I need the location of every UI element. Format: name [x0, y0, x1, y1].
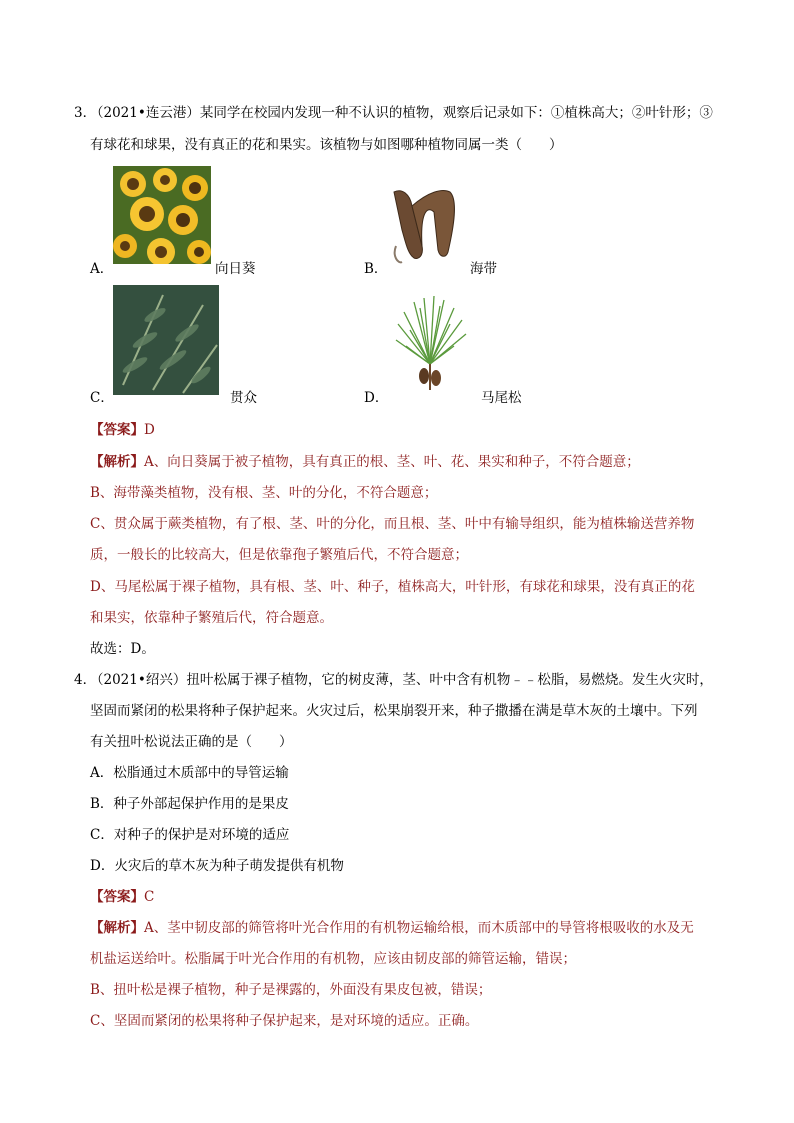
fern-image [113, 285, 219, 395]
q3-conclusion: 故选：D。 [90, 641, 155, 657]
q3-option-a-letter: A． [90, 261, 114, 277]
q3-analysis-line1 [90, 450, 640, 470]
q3-stem-line1: （2021•连云港）某同学在校园内发现一种不认识的植物，观察后记录如下：①植株高大；②叶针形；③ [90, 105, 713, 121]
q4-analysis-line4: C、坚固而紧闭的松果将种子保护起来，是对环境的适应。正确。 [90, 1013, 479, 1029]
q4-stem-line3: 有关扭叶松说法正确的是（ ） [90, 734, 293, 750]
q4-analysis-text: A、茎中韧皮部的筛管将叶光合作用的有机物运输给根，而木质部中的导管将根吸收的水及无 [144, 920, 694, 936]
q4-analysis-line1 [90, 916, 694, 936]
kelp-image [388, 186, 468, 266]
q3-option-c-name: 贯众 [230, 390, 257, 406]
question-number-3: 3． [74, 105, 97, 121]
q3-analysis-text: A、向日葵属于被子植物，具有真正的根、茎、叶、花、果实和种子，不符合题意； [144, 454, 640, 470]
q3-analysis-line6: 和果实，依靠种子繁殖后代，符合题意。 [90, 610, 333, 626]
q3-answer [90, 418, 155, 438]
q4-option-d: D．火灾后的草木灰为种子萌发提供有机物 [90, 858, 344, 874]
q4-stem-line2: 坚固而紧闭的松果将种子保护起来。火灾过后，松果崩裂开来，种子撒播在满是草木灰的土壤中。下列 [90, 703, 698, 719]
q4-stem-line1: （2021•绍兴）扭叶松属于裸子植物，它的树皮薄，茎、叶中含有机物﹣﹣松脂，易燃烧。发生火灾时， [90, 672, 713, 688]
answer-tag: 【答案】 [90, 889, 144, 905]
q4-analysis-line2: 机盐运送给叶。松脂属于叶光合作用的有机物，应该由韧皮部的筛管运输，错误； [90, 951, 576, 967]
pine-image [392, 294, 468, 394]
q4-option-b: B．种子外部起保护作用的是果皮 [90, 796, 289, 812]
q3-analysis-line2: B、海带藻类植物，没有根、茎、叶的分化，不符合题意； [90, 485, 438, 501]
q3-option-d-name: 马尾松 [481, 390, 522, 406]
q3-option-d-letter: D． [364, 390, 389, 406]
q3-analysis-line5: D、马尾松属于裸子植物，具有根、茎、叶、种子，植株高大，叶针形，有球花和球果，没有真正的花 [90, 579, 695, 595]
answer-tag: 【答案】 [90, 422, 144, 438]
q3-option-b-name: 海带 [470, 261, 497, 277]
q3-analysis-line4: 质，一般长的比较高大，但是依靠孢子繁殖后代，不符合题意； [90, 547, 468, 563]
q4-answer [90, 885, 154, 905]
q4-analysis-line3: B、扭叶松是裸子植物，种子是裸露的，外面没有果皮包被，错误； [90, 982, 492, 998]
analysis-tag: 【解析】 [90, 454, 144, 470]
sunflower-image [113, 166, 211, 264]
q3-answer-value: D [144, 422, 155, 438]
q3-stem-line2: 有球花和球果，没有真正的花和果实。该植物与如图哪种植物同属一类（ ） [90, 137, 563, 153]
q3-option-a-name: 向日葵 [215, 261, 256, 277]
analysis-tag: 【解析】 [90, 920, 144, 936]
q4-option-a: A．松脂通过木质部中的导管运输 [90, 765, 289, 781]
q3-option-c-letter: C． [90, 390, 114, 406]
question-number-4: 4． [74, 672, 97, 688]
q4-answer-value: C [144, 889, 155, 905]
q3-option-b-letter: B． [364, 261, 388, 277]
q3-analysis-line3: C、贯众属于蕨类植物，有了根、茎、叶的分化，而且根、茎、叶中有输导组织，能为植株输送营养物 [90, 516, 695, 532]
q4-option-c: C．对种子的保护是对环境的适应 [90, 827, 290, 843]
